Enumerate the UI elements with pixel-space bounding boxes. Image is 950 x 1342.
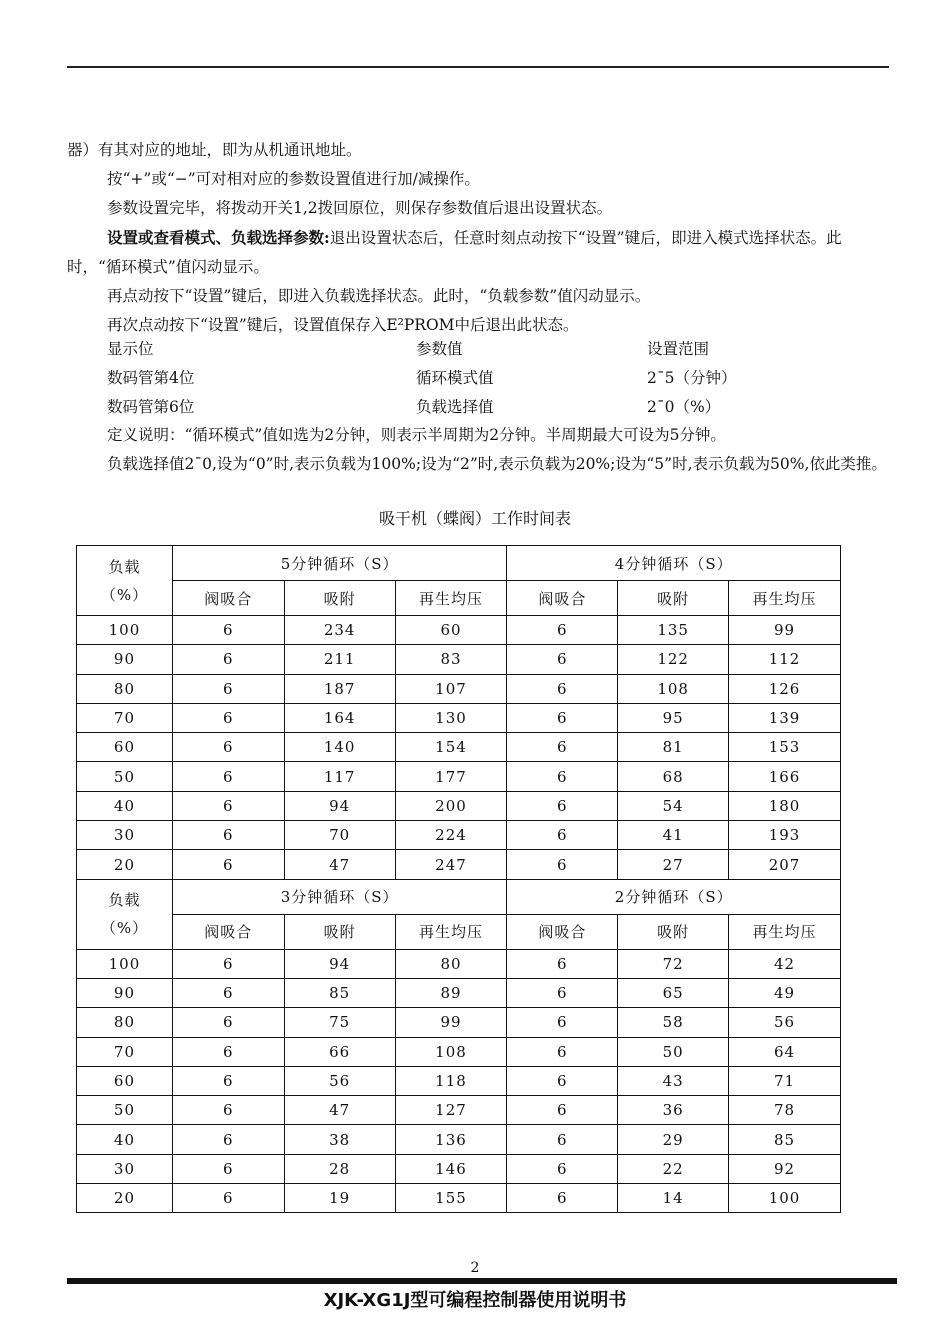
param-row <box>107 393 807 422</box>
param-header-range: 设置范围 <box>647 340 710 358</box>
time-value-cell: 6 <box>172 821 284 850</box>
time-value-cell: 6 <box>172 1037 284 1066</box>
load-value-cell: 40 <box>77 791 173 820</box>
table-row <box>77 1125 841 1154</box>
time-value-cell: 58 <box>618 1008 729 1037</box>
time-value-cell: 6 <box>507 703 618 732</box>
time-value-cell: 6 <box>507 850 618 879</box>
load-header-cell <box>77 546 173 616</box>
column-header: 再生均压 <box>395 581 507 616</box>
time-value-cell: 6 <box>507 762 618 791</box>
time-value-cell: 224 <box>395 821 507 850</box>
table-sub-header-row <box>77 914 841 949</box>
cycle-group-header: 3分钟循环（S） <box>172 879 507 914</box>
time-value-cell: 27 <box>618 850 729 879</box>
time-value-cell: 200 <box>395 791 507 820</box>
table-row <box>77 762 841 791</box>
time-value-cell: 56 <box>729 1008 841 1037</box>
param-display: 数码管第4位 <box>107 369 195 387</box>
time-value-cell: 177 <box>395 762 507 791</box>
time-value-cell: 19 <box>284 1184 395 1213</box>
time-value-cell: 135 <box>618 616 729 645</box>
table-title: 吸干机（蝶阀）工作时间表 <box>378 509 571 528</box>
time-value-cell: 94 <box>284 949 395 978</box>
time-value-cell: 136 <box>395 1125 507 1154</box>
time-value-cell: 6 <box>507 821 618 850</box>
time-value-cell: 6 <box>172 1066 284 1095</box>
time-value-cell: 65 <box>618 978 729 1007</box>
time-value-cell: 164 <box>284 703 395 732</box>
time-value-cell: 6 <box>172 762 284 791</box>
time-value-cell: 75 <box>284 1008 395 1037</box>
paragraph-mode-settings <box>67 223 889 282</box>
table-group-header-row <box>77 879 841 914</box>
time-value-cell: 234 <box>284 616 395 645</box>
table-row <box>77 850 841 879</box>
time-value-cell: 6 <box>507 1037 618 1066</box>
load-value-cell: 80 <box>77 1008 173 1037</box>
load-header-label: 负载 <box>108 557 141 576</box>
time-value-cell: 6 <box>507 645 618 674</box>
load-value-cell: 70 <box>77 703 173 732</box>
time-value-cell: 85 <box>729 1125 841 1154</box>
time-value-cell: 43 <box>618 1066 729 1095</box>
time-value-cell: 56 <box>284 1066 395 1095</box>
load-value-cell: 20 <box>77 1184 173 1213</box>
column-header: 阀吸合 <box>507 914 618 949</box>
paragraph: 按“+”或“−”可对相对应的参数设置值进行加/减操作。 <box>107 170 480 188</box>
cycle-group-header: 5分钟循环（S） <box>172 546 507 581</box>
table-row <box>77 616 841 645</box>
load-value-cell: 50 <box>77 762 173 791</box>
page-number: 2 <box>470 1260 480 1276</box>
load-value-cell: 70 <box>77 1037 173 1066</box>
table-row <box>77 1037 841 1066</box>
column-header: 再生均压 <box>395 914 507 949</box>
time-value-cell: 42 <box>729 949 841 978</box>
table-row <box>77 821 841 850</box>
work-time-table <box>76 545 841 1213</box>
time-value-cell: 6 <box>172 674 284 703</box>
time-value-cell: 193 <box>729 821 841 850</box>
time-value-cell: 6 <box>172 1008 284 1037</box>
time-value-cell: 6 <box>507 733 618 762</box>
table-row <box>77 791 841 820</box>
time-value-cell: 41 <box>618 821 729 850</box>
param-value: 循环模式值 <box>416 369 494 387</box>
time-value-cell: 83 <box>395 645 507 674</box>
header-rule <box>67 66 889 68</box>
load-value-cell: 90 <box>77 645 173 674</box>
cycle-group-header: 2分钟循环（S） <box>507 879 841 914</box>
paragraph: 再点动按下“设置”键后，即进入负载选择状态。此时，“负载参数”值闪动显示。 <box>107 287 651 305</box>
definition-paragraph: 定义说明：“循环模式”值如选为2分钟，则表示半周期为2分钟。半周期最大可设为5分钟。 <box>107 426 726 444</box>
column-header: 阀吸合 <box>172 581 284 616</box>
time-value-cell: 153 <box>729 733 841 762</box>
column-header: 吸附 <box>284 914 395 949</box>
time-value-cell: 68 <box>618 762 729 791</box>
column-header: 再生均压 <box>729 914 841 949</box>
time-value-cell: 80 <box>395 949 507 978</box>
time-value-cell: 60 <box>395 616 507 645</box>
document-title: XJK-XG1J型可编程控制器使用说明书 <box>323 1290 627 1311</box>
time-value-cell: 6 <box>172 1154 284 1183</box>
table-row <box>77 1008 841 1037</box>
time-value-cell: 78 <box>729 1096 841 1125</box>
time-value-cell: 180 <box>729 791 841 820</box>
load-header-unit: （%） <box>100 919 149 938</box>
time-value-cell: 29 <box>618 1125 729 1154</box>
time-value-cell: 140 <box>284 733 395 762</box>
time-value-cell: 6 <box>172 850 284 879</box>
param-row <box>107 364 807 393</box>
time-value-cell: 117 <box>284 762 395 791</box>
table-row <box>77 1096 841 1125</box>
time-value-cell: 99 <box>729 616 841 645</box>
param-range: 2¯0（%） <box>647 398 721 416</box>
time-value-cell: 70 <box>284 821 395 850</box>
time-value-cell: 6 <box>507 1008 618 1037</box>
time-value-cell: 38 <box>284 1125 395 1154</box>
time-value-cell: 6 <box>172 791 284 820</box>
time-value-cell: 108 <box>618 674 729 703</box>
time-value-cell: 14 <box>618 1184 729 1213</box>
table-row <box>77 674 841 703</box>
notes-text <box>67 421 889 479</box>
time-value-cell: 107 <box>395 674 507 703</box>
time-value-cell: 6 <box>172 733 284 762</box>
time-value-cell: 247 <box>395 850 507 879</box>
time-value-cell: 146 <box>395 1154 507 1183</box>
time-value-cell: 166 <box>729 762 841 791</box>
time-value-cell: 47 <box>284 1096 395 1125</box>
time-value-cell: 99 <box>395 1008 507 1037</box>
time-value-cell: 100 <box>729 1184 841 1213</box>
time-value-cell: 139 <box>729 703 841 732</box>
time-value-cell: 6 <box>507 1096 618 1125</box>
time-value-cell: 6 <box>507 1184 618 1213</box>
time-value-cell: 72 <box>618 949 729 978</box>
load-value-cell: 30 <box>77 821 173 850</box>
load-value-cell: 50 <box>77 1096 173 1125</box>
time-value-cell: 211 <box>284 645 395 674</box>
table-group-header-row <box>77 546 841 581</box>
time-value-cell: 89 <box>395 978 507 1007</box>
time-value-cell: 154 <box>395 733 507 762</box>
paragraph-text: 退出设置状态后，任意时刻点动按下“设置”键后，即进入模式选择状态。此时，“循环模式”值闪动显示。 <box>67 229 842 276</box>
paragraph: 器）有其对应的地址，即为从机通讯地址。 <box>67 141 362 159</box>
time-value-cell: 126 <box>729 674 841 703</box>
column-header: 吸附 <box>284 581 395 616</box>
column-header: 再生均压 <box>729 581 841 616</box>
load-value-cell: 20 <box>77 850 173 879</box>
time-value-cell: 108 <box>395 1037 507 1066</box>
footer-rule <box>67 1278 897 1284</box>
table-row <box>77 733 841 762</box>
load-note-paragraph: 负载选择值2¯0,设为“0”时,表示负载为100%;设为“2”时,表示负载为20%;设为“5”时,表示负载为50%,依此类推。 <box>107 455 887 473</box>
column-header: 阀吸合 <box>172 914 284 949</box>
table-row <box>77 978 841 1007</box>
param-value: 负载选择值 <box>416 398 494 416</box>
time-value-cell: 94 <box>284 791 395 820</box>
time-value-cell: 6 <box>507 1125 618 1154</box>
load-value-cell: 100 <box>77 616 173 645</box>
time-value-cell: 6 <box>507 949 618 978</box>
time-value-cell: 155 <box>395 1184 507 1213</box>
time-value-cell: 71 <box>729 1066 841 1095</box>
time-value-cell: 47 <box>284 850 395 879</box>
load-header-label: 负载 <box>108 891 141 910</box>
column-header: 吸附 <box>618 581 729 616</box>
param-range: 2¯5（分钟） <box>647 369 737 387</box>
time-value-cell: 6 <box>507 1154 618 1183</box>
param-display: 数码管第6位 <box>107 398 195 416</box>
time-value-cell: 187 <box>284 674 395 703</box>
load-header-cell <box>77 879 173 949</box>
table-row <box>77 703 841 732</box>
table-row <box>77 645 841 674</box>
column-header: 阀吸合 <box>507 581 618 616</box>
body-text <box>67 136 889 340</box>
time-value-cell: 6 <box>172 949 284 978</box>
time-value-cell: 92 <box>729 1154 841 1183</box>
load-value-cell: 60 <box>77 1066 173 1095</box>
time-value-cell: 6 <box>507 674 618 703</box>
time-value-cell: 6 <box>172 645 284 674</box>
time-value-cell: 54 <box>618 791 729 820</box>
table-row <box>77 1184 841 1213</box>
load-value-cell: 60 <box>77 733 173 762</box>
time-value-cell: 112 <box>729 645 841 674</box>
time-value-cell: 6 <box>172 616 284 645</box>
paragraph-heading: 设置或查看模式、负载选择参数: <box>107 228 330 247</box>
time-value-cell: 36 <box>618 1096 729 1125</box>
param-list <box>107 335 807 422</box>
load-value-cell: 90 <box>77 978 173 1007</box>
param-header-display: 显示位 <box>107 340 154 358</box>
column-header: 吸附 <box>618 914 729 949</box>
time-value-cell: 22 <box>618 1154 729 1183</box>
table-row <box>77 949 841 978</box>
time-value-cell: 81 <box>618 733 729 762</box>
time-value-cell: 6 <box>172 1096 284 1125</box>
time-value-cell: 66 <box>284 1037 395 1066</box>
time-value-cell: 130 <box>395 703 507 732</box>
time-value-cell: 95 <box>618 703 729 732</box>
time-value-cell: 6 <box>172 1125 284 1154</box>
time-value-cell: 6 <box>172 703 284 732</box>
load-value-cell: 80 <box>77 674 173 703</box>
paragraph: 再次点动按下“设置”键后，设置值保存入E²PROM中后退出此状态。 <box>107 316 579 334</box>
table-row <box>77 1066 841 1095</box>
time-value-cell: 122 <box>618 645 729 674</box>
time-value-cell: 50 <box>618 1037 729 1066</box>
time-value-cell: 207 <box>729 850 841 879</box>
time-value-cell: 6 <box>507 616 618 645</box>
paragraph: 参数设置完毕，将拨动开关1,2拨回原位，则保存参数值后退出设置状态。 <box>107 199 613 217</box>
time-value-cell: 85 <box>284 978 395 1007</box>
time-value-cell: 6 <box>507 791 618 820</box>
table-row <box>77 1154 841 1183</box>
load-header-unit: （%） <box>100 585 149 604</box>
time-value-cell: 127 <box>395 1096 507 1125</box>
time-value-cell: 6 <box>507 1066 618 1095</box>
load-value-cell: 100 <box>77 949 173 978</box>
cycle-group-header: 4分钟循环（S） <box>507 546 841 581</box>
time-value-cell: 118 <box>395 1066 507 1095</box>
table-sub-header-row <box>77 581 841 616</box>
time-value-cell: 64 <box>729 1037 841 1066</box>
load-value-cell: 40 <box>77 1125 173 1154</box>
time-value-cell: 28 <box>284 1154 395 1183</box>
time-value-cell: 6 <box>507 978 618 1007</box>
time-value-cell: 6 <box>172 978 284 1007</box>
time-value-cell: 49 <box>729 978 841 1007</box>
param-header-row <box>107 335 807 364</box>
time-value-cell: 6 <box>172 1184 284 1213</box>
param-header-value: 参数值 <box>416 340 463 358</box>
load-value-cell: 30 <box>77 1154 173 1183</box>
